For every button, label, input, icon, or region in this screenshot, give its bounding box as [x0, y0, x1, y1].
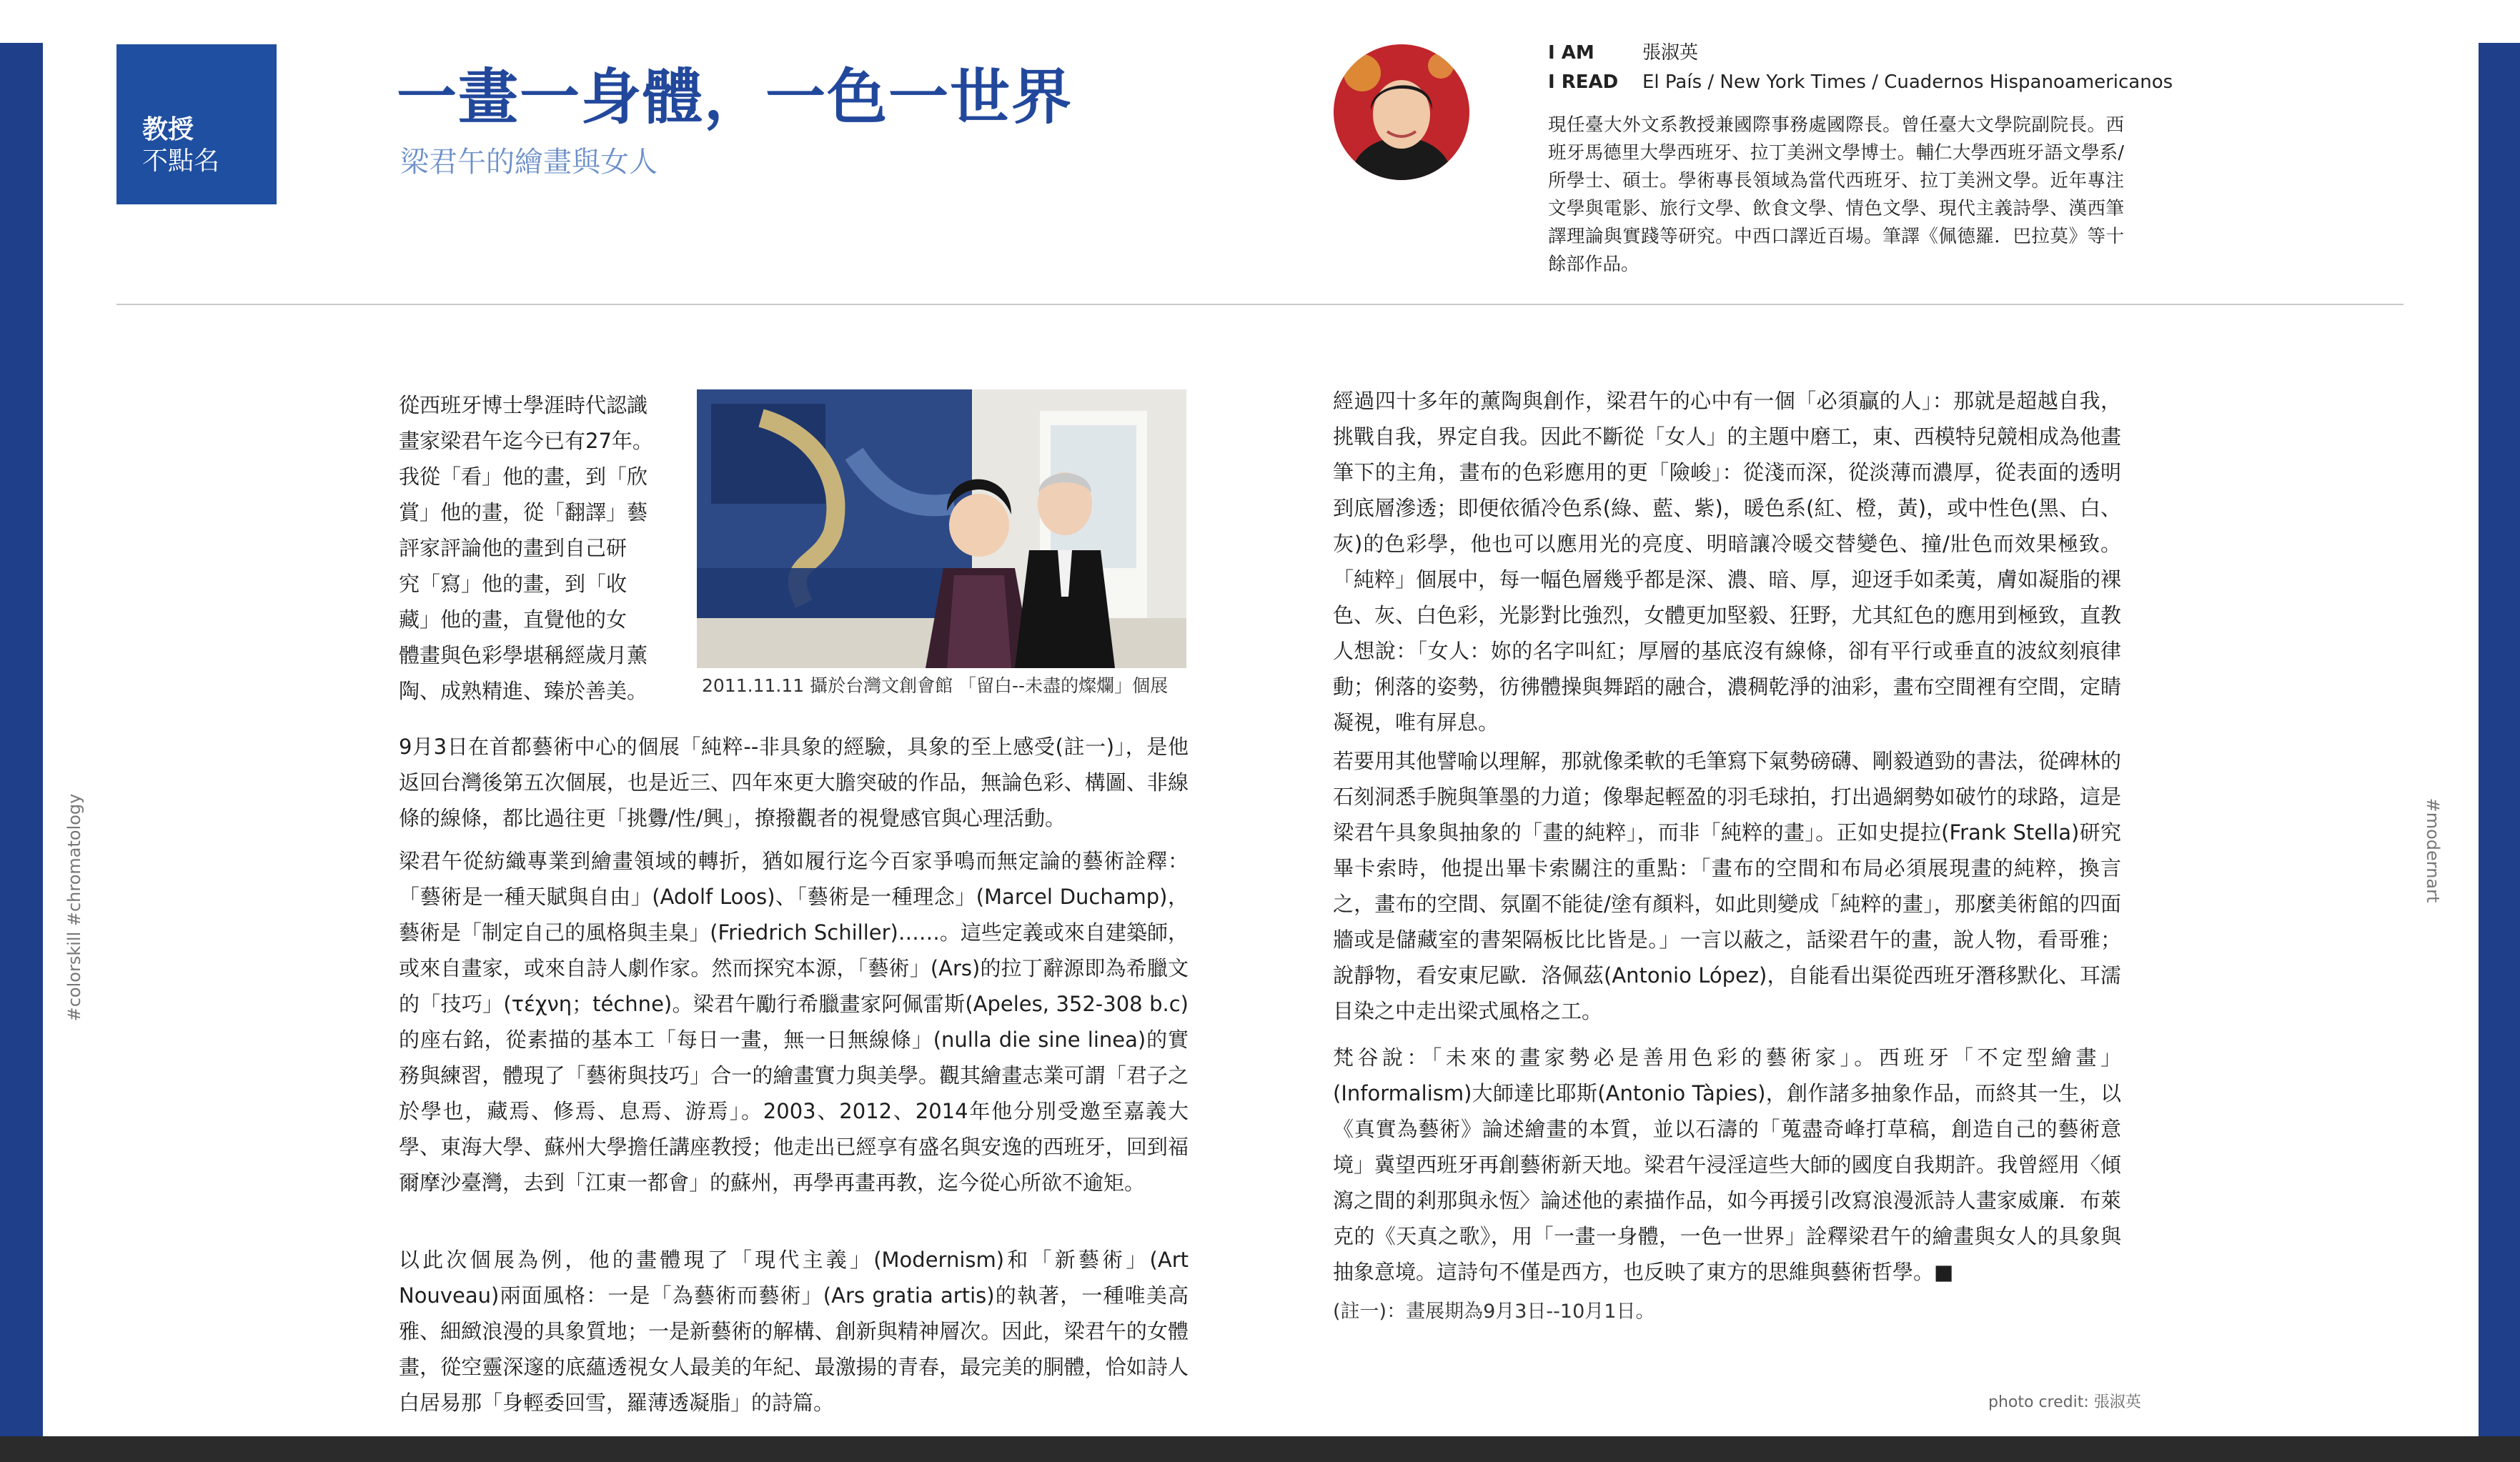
- article-title: 一畫一身體，一色一世界: [397, 62, 1073, 132]
- bottom-strip: [0, 1436, 2520, 1462]
- column-tag: [116, 44, 277, 204]
- intro-block: [399, 387, 685, 709]
- left-edge-band: [0, 43, 43, 1436]
- author-bio: 現任臺大外文系教授兼國際事務處國際長。曾任臺大文學院副院長。西班牙馬德里大學西班牙、拉丁美洲文學博士。輔仁大學西班牙語文學系/所學士、碩士。學術專長領域為當代西班牙、拉丁美洲文學。近年專注文學與電影、旅行文學、飲食文學、情色文學、現代主義詩學、漢西筆譯理論與實踐等研究。中西口譯近百場。筆譯《佩德羅．巴拉莫》等十餘部作品。: [1548, 114, 2124, 275]
- i-am-value: 張淑英: [1642, 42, 1699, 64]
- intro-line: 從西班牙博士學涯時代認識: [399, 393, 648, 417]
- intro-line: 究「寫」他的畫，到「收: [399, 572, 627, 596]
- intro-lines: [399, 387, 685, 709]
- side-tag-left: [43, 793, 86, 1022]
- footnote: (註一)：畫展期為9月3日--10月1日。: [1333, 1301, 1655, 1323]
- right-paragraph-2-text: 若要用其他譬喻以理解，那就像柔軟的毛筆寫下氣勢磅礴、剛毅遒勁的書法，從碑林的石刻洞悉手腕與筆墨的力道；像舉起輕盈的羽毛球拍，打出過網勢如破竹的球路，這是梁君午具象與抽象的「畫的純粹」，而非「純粹的畫」。正如史提拉(Frank Stella)研究畢卡索時，他提出畢卡索關注的重點：「畫布的空間和布局必須展現畫的純粹，換言之，畫布的空間、氛圍不能徒/塗有顏料，如此則變成「純粹的畫」，那麼美術館的四面牆或是儲藏室的書架隔板比比皆是。」一言以蔽之，話梁君午的畫，說人物，看哥雅；說靜物，看安東尼歐．洛佩茲(Antonio López)，自能看出渠從西班牙潛移默化、耳濡目染之中走出梁式風格之工。: [1333, 749, 2121, 1023]
- article-subtitle: 梁君午的繪畫與女人: [400, 146, 658, 179]
- avatar-image: [1334, 44, 1469, 180]
- author-avatar: [1334, 44, 1469, 180]
- intro-line: 體畫與色彩學堪稱經歲月薰: [399, 643, 648, 667]
- intro-line: 評家評論他的畫到自己研: [399, 536, 627, 560]
- left-paragraph-1: [399, 729, 1189, 836]
- right-paragraph-2: [1333, 743, 2121, 1029]
- photo-credit: photo credit: 張淑英: [1988, 1393, 2141, 1411]
- intro-line: 我從「看」他的畫，到「欣: [399, 464, 648, 489]
- right-edge-band: [2479, 43, 2520, 1436]
- i-read-label: I READ: [1548, 71, 1619, 93]
- photo-caption: 2011.11.11 攝於台灣文創會館 「留白--未盡的燦爛」個展: [702, 675, 1169, 696]
- i-am-label: I AM: [1548, 42, 1594, 64]
- right-paragraph-3: [1333, 1040, 2121, 1290]
- side-tag-right-text: #modernart: [2423, 797, 2443, 903]
- header-divider: [116, 304, 2404, 305]
- i-read-value: El País / New York Times / Cuadernos Hispanoamericanos: [1642, 71, 2173, 93]
- column-tag-line2: 不點名: [142, 146, 220, 176]
- left-paragraph-2: [399, 843, 1189, 1200]
- intro-line: 賞」他的畫，從「翻譯」藝: [399, 500, 648, 524]
- right-paragraph-1-text: 經過四十多年的薰陶與創作，梁君午的心中有一個「必須贏的人」：那就是超越自我，挑戰自我，界定自我。因此不斷從「女人」的主題中磨工，東、西模特兒競相成為他畫筆下的主角，畫布的色彩應用的更「險峻」：從淺而深，從淡薄而濃厚，從表面的透明到底層滲透；即便依循冷色系(綠、藍、紫)，暖色系(紅、橙，黃)，或中性色(黑、白、灰)的色彩學，他也可以應用光的亮度、明暗讓冷暖交替變色、撞/壯色而效果極致。「純粹」個展中，每一幅色層幾乎都是深、濃、暗、厚，迎迓手如柔荑，膚如凝脂的裸色、灰、白色彩，光影對比強烈，女體更加堅毅、狂野，尤其紅色的應用到極致，直教人想說：「女人：妳的名字叫紅；厚層的基底沒有線條，卻有平行或垂直的波紋刻痕律動；俐落的姿勢，彷彿體操與舞蹈的融合，濃稠乾淨的油彩，畫布空間裡有空間，定睛凝視，唯有屏息。: [1333, 389, 2121, 735]
- intro-line: 藏」他的畫，直覺他的女: [399, 607, 627, 632]
- column-tag-line1: 教授: [142, 115, 194, 144]
- left-paragraph-3-text: 以此次個展為例，他的畫體現了「現代主義」(Modernism)和「新藝術」(Art Nouveau)兩面風格：一是「為藝術而藝術」(Ars gratia artis)的執著，一種唯美高雅、細緻浪漫的具象質地；一是新藝術的解構、創新與精神層次。因此，梁君午的女體畫，從空靈深邃的底蘊透視女人最美的年紀、最激揚的青春，最完美的胴體，恰如詩人白居易那「身輕委回雪，羅薄透凝脂」的詩篇。: [399, 1248, 1189, 1415]
- right-paragraph-3-text: 梵谷說：「未來的畫家勢必是善用色彩的藝術家」。西班牙「不定型繪畫」(Informalism)大師達比耶斯(Antonio Tàpies)，創作諸多抽象作品，而終其一生，以《真實為藝術》論述繪畫的本質，並以石濤的「蒐盡奇峰打草稿，創造自己的藝術意境」冀望西班牙再創藝術新天地。梁君午浸淫這些大師的國度自我期許。我曾經用〈傾瀉之間的剎那與永恆〉論述他的素描作品，如今再援引改寫浪漫派詩人畫家威廉．布萊克的《天真之歌》，用「一畫一身體，一色一世界」詮釋梁君午的繪畫與女人的具象與抽象意境。這詩句不僅是西方，也反映了東方的思維與藝術哲學。■: [1333, 1045, 2121, 1284]
- left-paragraph-2-text: 梁君午從紡織專業到繪畫領域的轉折，猶如履行迄今百家爭鳴而無定論的藝術詮釋：「藝術是一種天賦與自由」(Adolf Loos)、「藝術是一種理念」(Marcel Duchamp)，藝術是「制定自己的風格與圭臬」(Friedrich Schiller)……。這些定義或來自建築師，或來自畫家，或來自詩人劇作家。然而探究本源，「藝術」(Ars)的拉丁辭源即為希臘文的「技巧」(τέχνη；téchne)。梁君午勵行希臘畫家阿佩雷斯(Apeles, 352-308 b.c)的座右銘，從素描的基本工「每日一畫，無一日無線條」(nulla die sine linea)的實務與練習，體現了「藝術與技巧」合一的繪畫實力與美學。觀其繪畫志業可謂「君子之於學也，藏焉、修焉、息焉、游焉」。2003、2012、2014年他分別受邀至嘉義大學、東海大學、蘇州大學擔任講座教授；他走出已經享有盛名與安逸的西班牙，回到福爾摩沙臺灣，去到「江東一都會」的蘇州，再學再畫再教，迄今從心所欲不逾矩。: [399, 849, 1189, 1195]
- left-paragraph-3: [399, 1242, 1189, 1421]
- side-tag-left-text: #colorskill #chromatology: [64, 793, 84, 1022]
- left-paragraph-1-text: 9月3日在首都藝術中心的個展「純粹--非具象的經驗，具象的至上感受(註一)」，是他返回台灣後第五次個展，也是近三、四年來更大膽突破的作品，無論色彩、構圖、非線條的線條，都比過往更「挑釁/性/興」，撩撥觀者的視覺感官與心理活動。: [399, 735, 1189, 830]
- intro-line: 陶、成熟精進、臻於善美。: [399, 679, 648, 703]
- right-paragraph-1: [1333, 383, 2121, 740]
- article-photo: [697, 389, 1186, 668]
- intro-line: 畫家梁君午迄今已有27年。: [399, 429, 653, 453]
- photo-image: [697, 389, 1186, 668]
